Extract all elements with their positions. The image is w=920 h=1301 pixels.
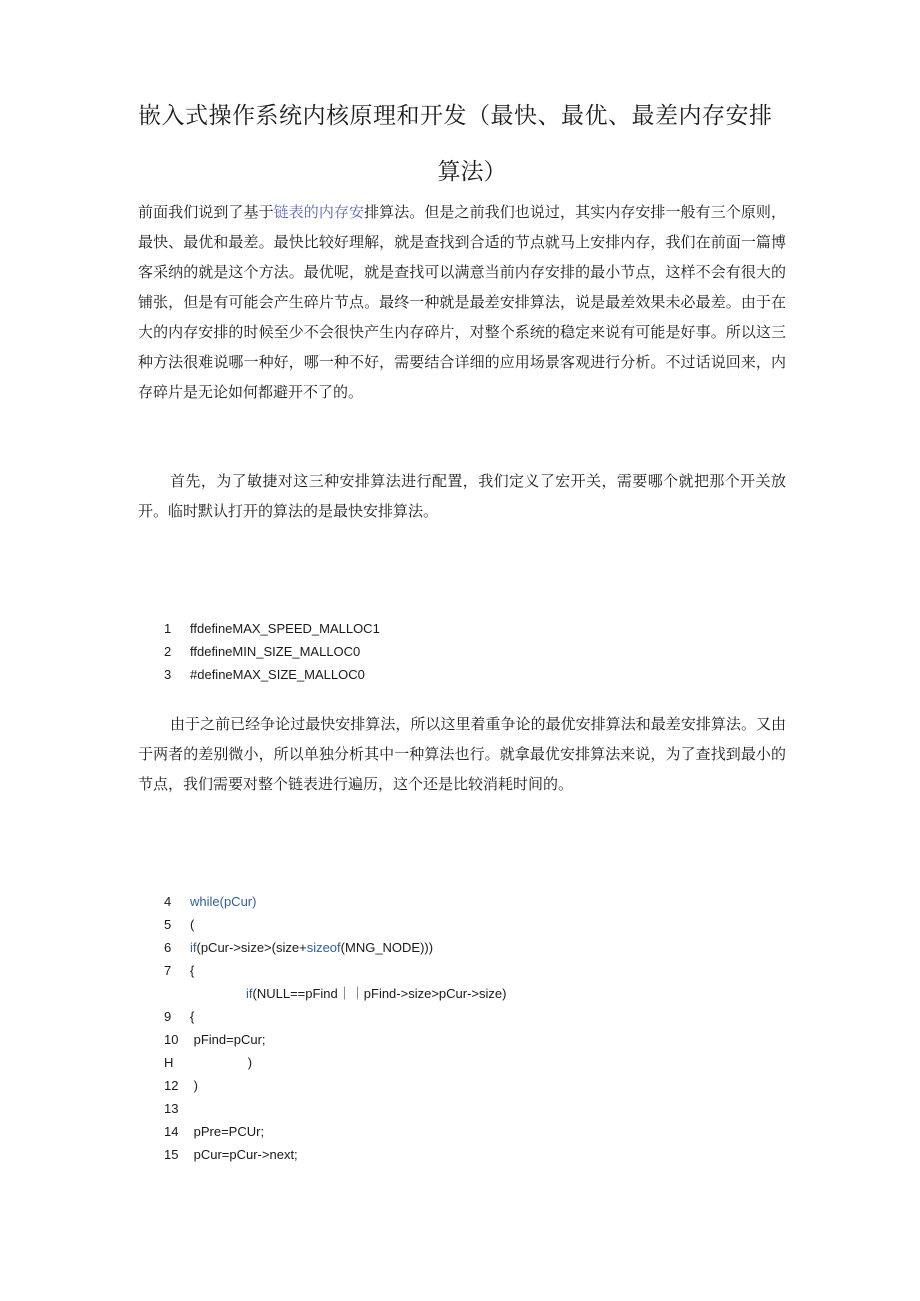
code-text: { (190, 963, 195, 978)
code-line (164, 982, 764, 1005)
code-text: ffdefineMIN_SIZE_MALLOC0 (190, 644, 361, 659)
paragraph-intro (138, 197, 786, 407)
code-line (164, 1143, 764, 1166)
line-number: 13 (164, 1101, 179, 1116)
code-keyword: if (246, 986, 253, 1001)
code-text: { (190, 1009, 195, 1024)
code-line (164, 959, 764, 982)
code-line (164, 1051, 764, 1074)
code-text: pCur=pCur->next; (190, 1147, 298, 1162)
line-number: 1 (164, 621, 172, 636)
code-line (164, 640, 764, 663)
linked-list-allocation-link[interactable]: 链表的内存安 (273, 203, 365, 221)
line-number: H (164, 1055, 174, 1070)
paragraph-macro-switch: 首先，为了敏捷对这三种安排算法进行配置，我们定义了宏开关，需要哪个就把那个开关放开。临时默认打开的算法的是最快安排算法。 (138, 472, 786, 520)
line-number: 10 (164, 1032, 179, 1047)
line-number: 7 (164, 963, 172, 978)
line-number: 5 (164, 917, 172, 932)
code-text: (MNG_NODE))) (340, 940, 434, 955)
code-line (164, 663, 764, 686)
intro-text-rest: 排算法。但是之前我们也说过，其实内存安排一般有三个原则，最快、最优和最差。最快比较好理解，就是查找到合适的节点就马上安排内存，我们在前面一篇博客采纳的就是这个方法。最优呢，就是查找可以满意当前内存安排的最小节点，这样不会有很大的铺张，但是有可能会产生碎片节点。最终一种就是最差安排算法，说是最差效果未必最差。由于在大的内存安排的时候至少不会很快产生内存碎片，对整个系统的稳定来说有可能是好事。所以这三种方法很难说哪一种好，哪一种不好，需要结合详细的应用场景客观进行分析。不过话说回来，内存碎片是无论如何都避开不了的。 (138, 203, 786, 401)
code-block-macros (164, 617, 764, 686)
code-block-loop (164, 890, 764, 1166)
code-line (164, 1120, 764, 1143)
line-number: 15 (164, 1147, 179, 1162)
code-text: ) (190, 1078, 198, 1093)
code-line (164, 617, 764, 640)
code-line (164, 1074, 764, 1097)
code-text: ) (190, 1055, 253, 1070)
code-line (164, 890, 764, 913)
code-line (164, 1097, 764, 1120)
line-number: 9 (164, 1009, 172, 1024)
document-title (138, 88, 788, 200)
line-number: 14 (164, 1124, 179, 1139)
line-number: 6 (164, 940, 172, 955)
code-line (164, 913, 764, 936)
intro-text-start: 前面我们说到了基于 (138, 203, 274, 221)
code-text: (pCur->size>(size+ (196, 940, 307, 955)
paragraph-best-fit: 由于之前已经争论过最快安排算法，所以这里着重争论的最优安排算法和最差安排算法。又由于两者的差别微小，所以单独分析其中一种算法也行。就拿最优安排算法来说，为了查找到最小的节点，我们需要对整个链表进行遍历，这个还是比较消耗时间的。 (138, 715, 786, 793)
code-text: pPre=PCUr; (190, 1124, 265, 1139)
line-number: 3 (164, 667, 172, 682)
line-number: 4 (164, 894, 172, 909)
code-keyword: if (190, 940, 197, 955)
code-text: ffdefineMAX_SPEED_MALLOC1 (190, 621, 380, 636)
code-text: #defineMAX_SIZE_MALLOC0 (190, 667, 365, 682)
code-keyword: sizeof (306, 940, 341, 955)
code-text: pFind=pCur; (190, 1032, 266, 1047)
code-line (164, 936, 764, 959)
code-line (164, 1028, 764, 1051)
line-number: 2 (164, 644, 172, 659)
line-number: 12 (164, 1078, 179, 1093)
code-text: (NULL==pFind｜｜pFind->size>pCur->size) (252, 986, 507, 1001)
code-text: ( (190, 917, 195, 932)
code-line (164, 1005, 764, 1028)
title-line-2: 算法） (437, 159, 507, 185)
title-line-1: 嵌入式操作系统内核原理和开发（最快、最优、最差内存安排 (138, 103, 773, 129)
code-keyword: while(pCur) (190, 894, 257, 909)
